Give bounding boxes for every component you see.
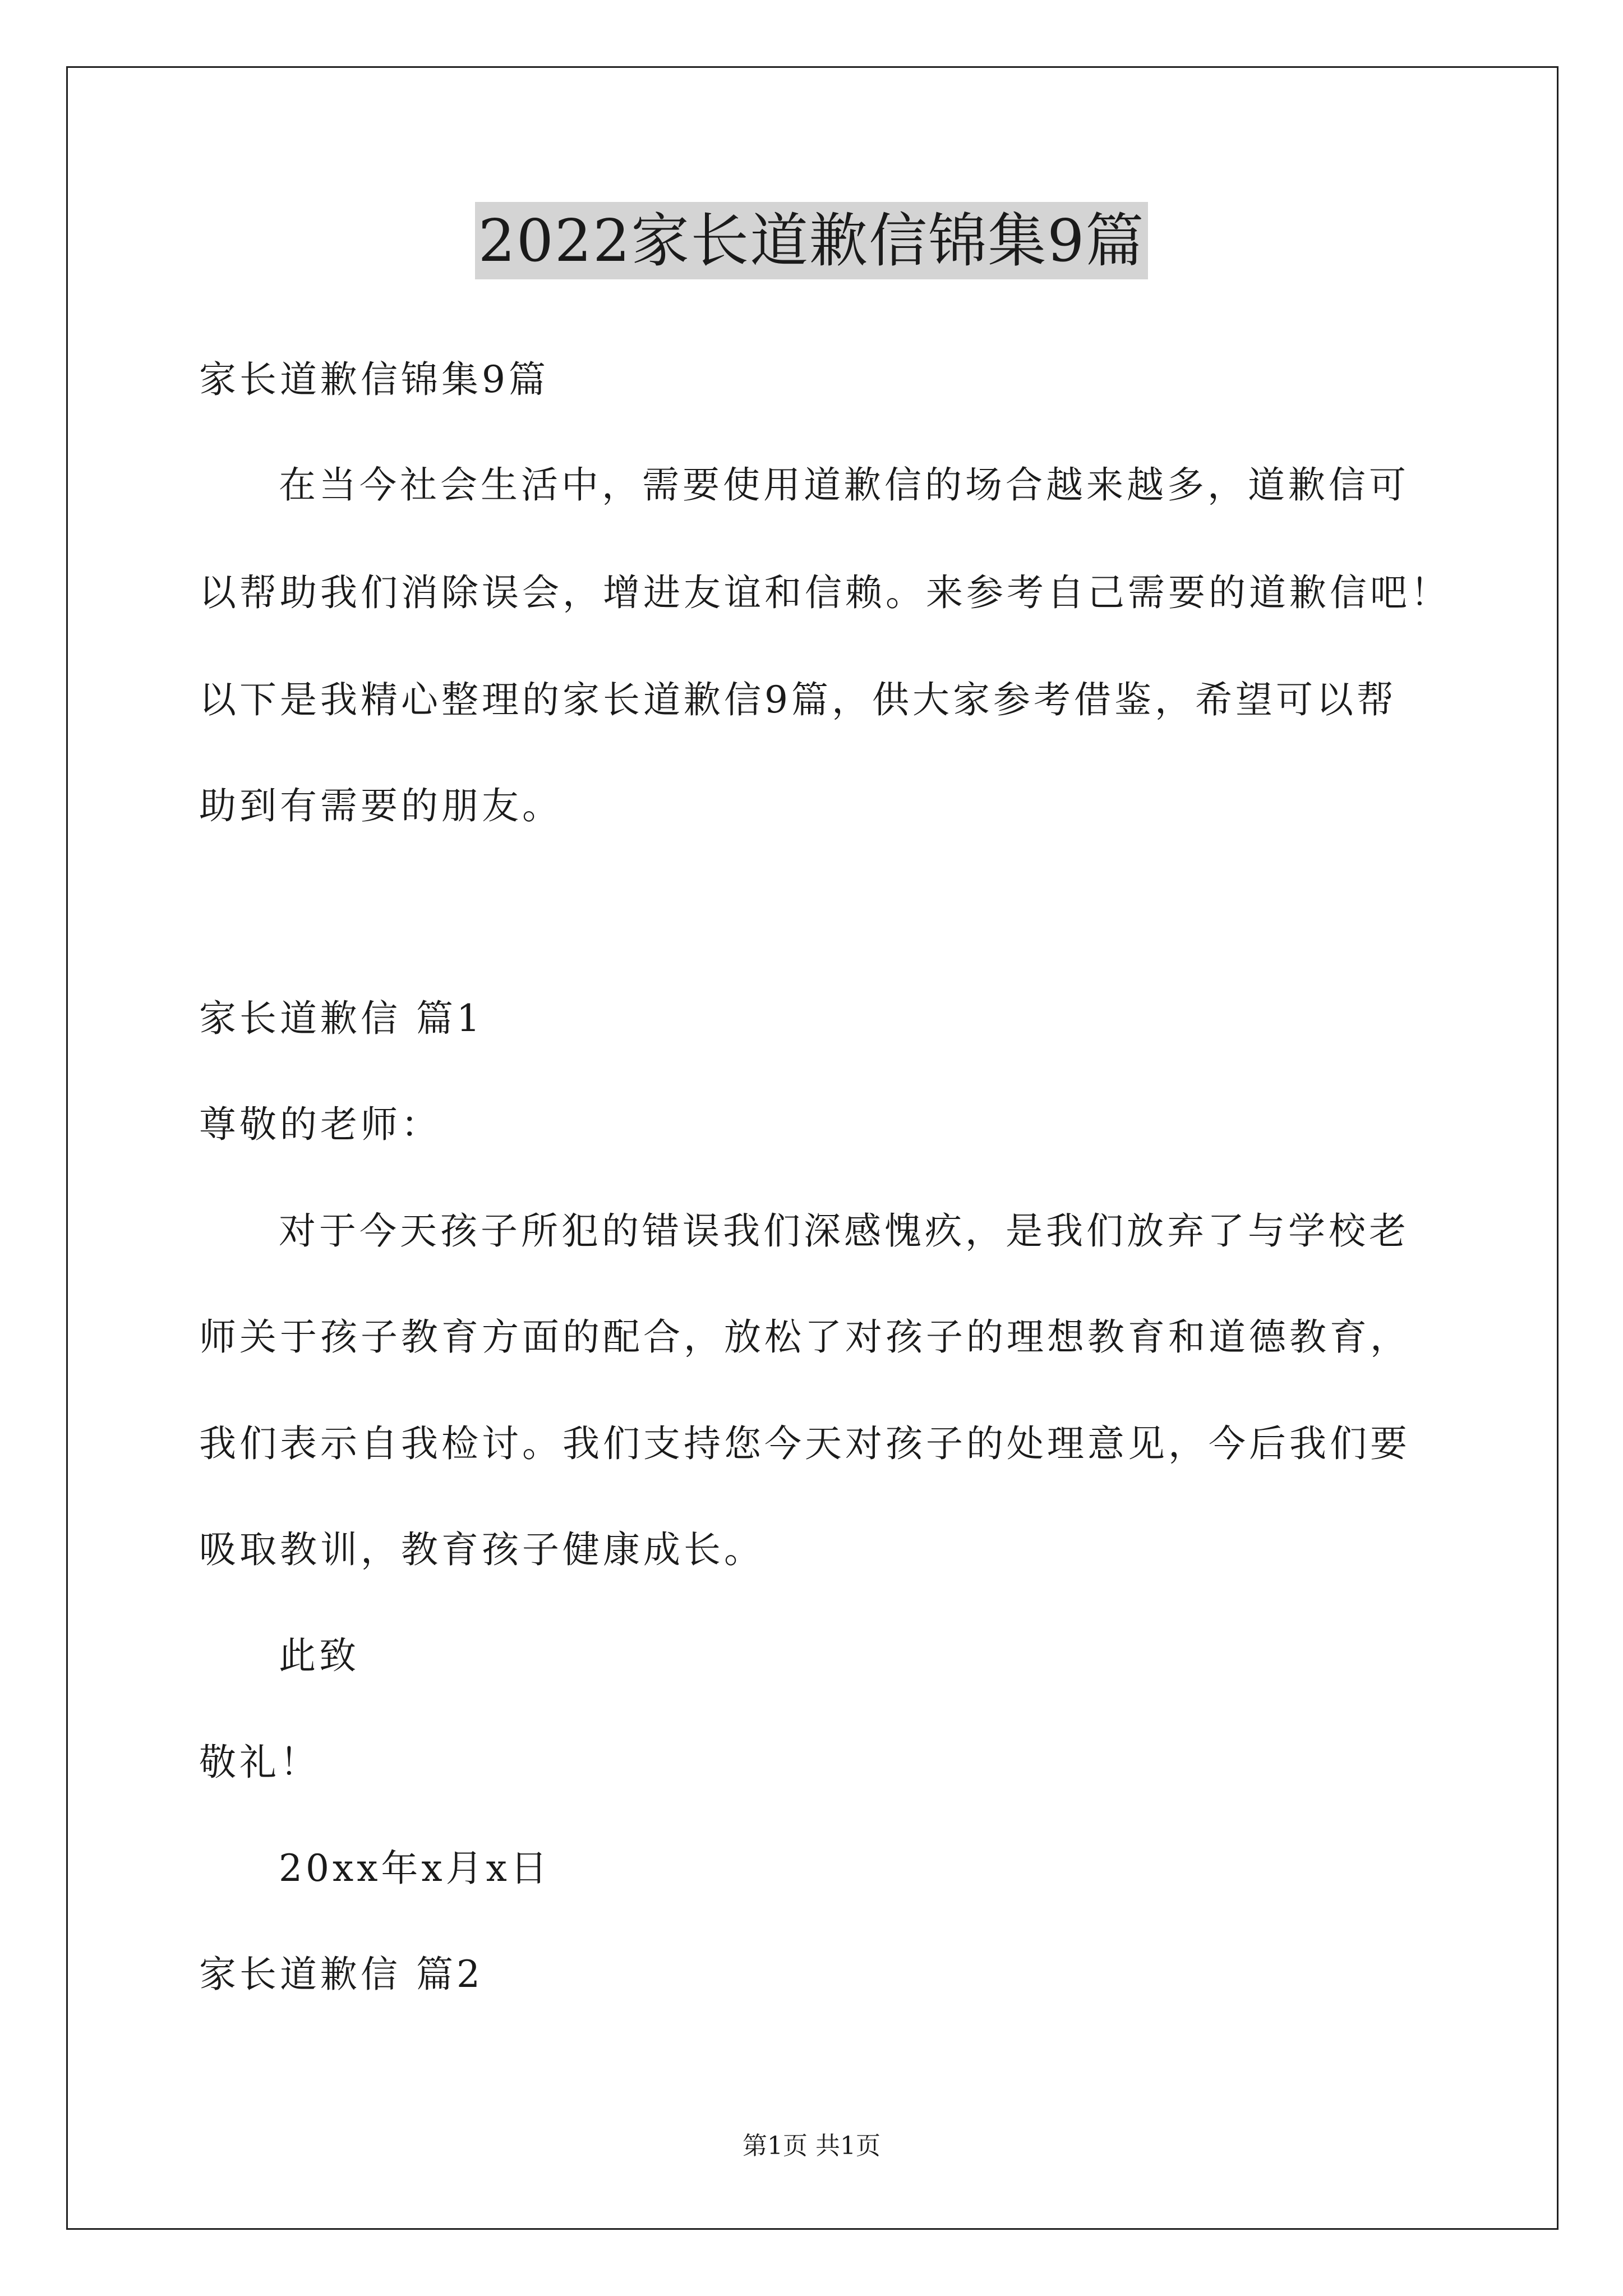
intro-line: 以下是我精心整理的家长道歉信9篇，供大家参考借鉴，希望可以帮 xyxy=(199,678,1397,721)
closing-salute: 敬礼！ xyxy=(199,1741,320,1784)
section-heading-2: 家长道歉信 篇2 xyxy=(199,1953,483,1996)
title-container xyxy=(0,202,1623,279)
intro-line: 以帮助我们消除误会，增进友谊和信赖。来参考自己需要的道歉信吧！ xyxy=(199,571,1451,614)
intro-line: 在当今社会生活中，需要使用道歉信的场合越来越多，道歉信可 xyxy=(279,463,1409,507)
closing-phrase: 此致 xyxy=(279,1634,359,1677)
body-line: 我们表示自我检讨。我们支持您今天对孩子的处理意见，今后我们要 xyxy=(199,1422,1410,1465)
body-line: 吸取教训，教育孩子健康成长。 xyxy=(199,1528,764,1571)
body-line: 师关于孩子教育方面的配合，放松了对孩子的理想教育和道德教育， xyxy=(199,1315,1410,1359)
body-line: 对于今天孩子所犯的错误我们深感愧疚，是我们放弃了与学校老 xyxy=(279,1209,1409,1253)
intro-line: 助到有需要的朋友。 xyxy=(199,784,562,827)
document-title: 2022家长道歉信锦集9篇 xyxy=(475,202,1149,279)
document-subtitle: 家长道歉信锦集9篇 xyxy=(199,358,549,401)
letter-date: 20xx年x月x日 xyxy=(279,1847,551,1890)
section-heading-1: 家长道歉信 篇1 xyxy=(199,997,483,1040)
letter-salutation: 尊敬的老师： xyxy=(199,1103,441,1146)
page-footer: 第1页 共1页 xyxy=(743,2132,880,2160)
